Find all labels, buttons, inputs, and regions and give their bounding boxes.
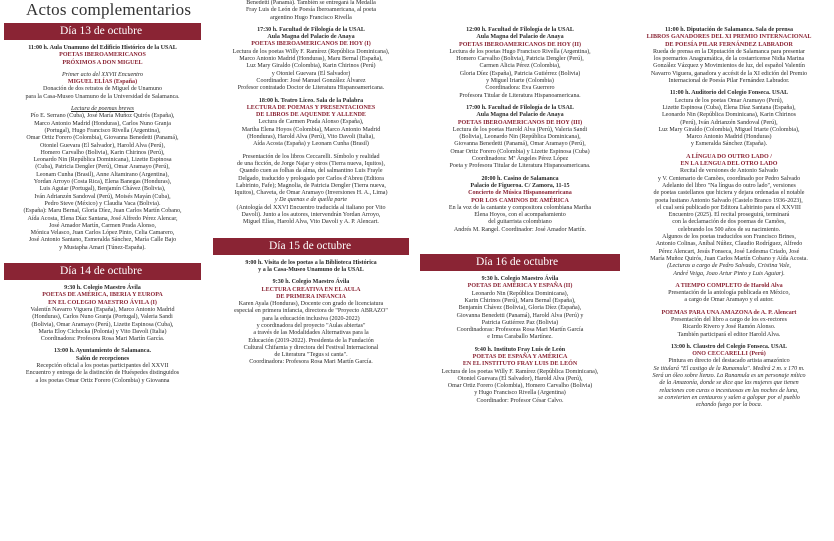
event-text: (Antología del XXVI Encuentro traducida al italiano por Vito — [236, 204, 386, 211]
event-text: a cargo de Omar Aramayo y el autor. — [684, 297, 774, 304]
event-text: Lectura de los poetas Omar Aramayo (Perú), — [674, 97, 784, 104]
event-text: Rueda de prensa en la Diputación de Salamanca para presentar — [653, 48, 805, 55]
event-text: André Veiga, Joao Artur Pinto y Luis Aguiar). — [673, 270, 785, 277]
event-text: y coordinadora del proyecto "Aulas abiertas" — [256, 322, 366, 329]
event-coordinator: Coordinador: Profesor César Calvo. — [476, 397, 564, 404]
column-1 — [4, 0, 201, 541]
event-text: Adelanto del libro "Na língua do outro lado", versiones — [662, 182, 796, 189]
event-text: relaciones con curas o incestuosas en las noches de luna, — [659, 387, 799, 394]
date-banner-oct-14: Día 14 de octubre — [4, 263, 201, 280]
event-time-place: 11:00 h. Diputación de Salamanca. Sala de prensa — [664, 27, 794, 33]
event-text: María Muñoz Quirós, Juan Carlos Martín Cobano y Aída Acosta. — [650, 255, 808, 262]
event-title: EN EL COLEGIO MAESTRO ÁVILA (I) — [48, 299, 157, 306]
event-text: Gloria Díez (España), Patricia Gutiérrez (Bolivia) — [459, 70, 581, 77]
event-text: Será un óleo sobre lienzo. La Runamula es un personaje mítico — [652, 373, 806, 380]
event-text: Navarro Viguera, ganadora y accésit de la XI edición del Premio — [650, 70, 808, 77]
event-text: de una ficción, de Jorge Najar y otros (Tierra nueva, Iquitos), — [237, 160, 385, 167]
event-text: Presentación de la antología publicada en México, — [668, 290, 790, 297]
event-text: Marco Antonio Madrid (Honduras) — [686, 134, 772, 141]
event-text: y Miguel Iriarte (Colombia) — [486, 78, 554, 85]
event-text: Luz Mary Giraldo (Colombia), Miguel Iriarte (Colombia), — [658, 126, 800, 133]
event-text: Leonardo Nin (República Dominicana), Karin Chirinos — [661, 112, 796, 119]
event-text: Luz Mary Giraldo (Colombia), Karin Chirinos (Perú) — [246, 63, 376, 70]
event-text: Giovanna Benedetti (Panamá), Omar Aramayo (Perú), — [454, 141, 586, 148]
section-title: Actos complementarios — [26, 0, 192, 19]
event-text: el cual será publicado por Editora Labirinto para el XXVIII — [657, 204, 801, 211]
event-time-place: 13:00 h. Ayuntamiento de Salamanca. — [54, 348, 151, 355]
event-text: Marta Eloy Cichocka (Polonia) y Vito Davoli (Italia) — [38, 328, 167, 335]
event-time-place: 11:00 h. Auditorio del Colegio Fonseca. USAL — [669, 90, 789, 97]
event-time-place: 9:40 h. Instituto Fray Luis de León — [474, 346, 566, 353]
event-text: Encuentro y entrega de la distinción de Huéspedes distinguidos — [25, 370, 180, 377]
event-text: de la Amazonía, donde se dice que las mujeres que tienen — [659, 380, 799, 387]
event-coordinator: Coordinadora: Eva Guerrero — [485, 85, 555, 92]
event-text: (Honduras), Harold Alva (Perú), Vito Davoli (Italia), — [247, 134, 375, 141]
event-text: Marco Antonio Madrid (Honduras), Maru Bernal (España), — [239, 56, 383, 63]
event-text: Pedro Steve (México) y Claudia Vaca (Bolivia). — [44, 200, 161, 207]
event-place: Palacio de Figueroa. C/ Zamora, 11-15 — [470, 182, 570, 189]
column-2 — [213, 0, 409, 541]
event-text: especial en primera infancia, directora de "Proyecto ABRAZO" — [234, 308, 388, 315]
event-title: POETAS DE AMÉRICA Y ESPAÑA (II) — [467, 283, 573, 290]
event-title: POETAS IBEROAMERICANOS DE HOY (I) — [251, 41, 371, 48]
event-text: (Portugal), Hugo Francisco Rivella (Argentina), — [44, 127, 161, 134]
event-coordinator: Coordinadoras: Profesoras Rosa Mari Martín García — [456, 327, 584, 334]
event-coordinator: Coordinadora: Mª Ángeles Pérez López — [471, 156, 569, 163]
event-title: LECTURA CREATIVA EN EL AULA — [261, 286, 361, 293]
event-text: Karin Chirinos (Perú), Maru Bernal (España), — [464, 297, 576, 304]
event-time-place: 17:00 h. Facultad de Filología de la USAL — [466, 104, 574, 111]
event-text: También participará el editor Harold Alva. — [677, 331, 781, 338]
event-text: Presentación de los libros Ceccarelli. Símbolo y realidad — [242, 153, 380, 160]
event-text: Benedetti (Panamá). También se entregará la Medalla — [246, 0, 376, 6]
event-text: En la voz de la cantante y compositora colombiana Martha — [448, 204, 592, 211]
event-text: Ricardo Rivero y José Ramón Alonso. — [682, 324, 776, 331]
event-text: (Lecturas a cargo de Pedro Salvado, Cristina Vale, — [667, 263, 791, 270]
event-text: Valentín Navarro Viguera (España), Marco Antonio Madrid — [30, 306, 175, 313]
date-banner-oct-13: Día 13 de octubre — [4, 23, 201, 40]
event-text: echando fuego por la boca. — [695, 402, 763, 409]
event-text: Antonio Colinas, Aníbal Núñez, Claudio Rodríguez, Alfredo — [655, 241, 803, 248]
event-text: Elena Hoyos, con el acompañamiento — [474, 212, 566, 219]
event-text: Pintura en directo del destacado artista amazónico — [668, 358, 790, 365]
event-text: Homero Carvalho (Bolivia), Patricia Dengler (Perú), — [456, 56, 584, 63]
event-text: Iván Adrianzén Sandoval (Perú), Moisés Mayán (Cuba), — [34, 193, 171, 200]
event-text: Lectura de Carmen Prada Alonso (España), — [258, 119, 364, 126]
event-text: Lizette Espinosa (Cuba), Elena Díaz Santana (España), — [662, 104, 796, 111]
event-text: Profesora Titular de Literatura Hispanoamericana. — [459, 92, 581, 99]
event-text: y Otoniel Guevara (El Salvador) — [271, 70, 351, 77]
event-title: POEMAS PARA UNA AMAZONA de A. P. Alencart — [661, 309, 797, 316]
event-text: para la Casa-Museo Unamuno de la Universidad de Salamanca. — [25, 93, 180, 100]
event-title: DE PRIMERA INFANCIA — [276, 293, 346, 300]
event-text: Aída Acosta (España) y Leonam Cunha (Brasil) — [253, 141, 369, 148]
event-text: y De quenas e de quella parte — [274, 197, 348, 204]
event-time-place: 13:00 h. Claustro del Colegio Fonseca. USAL — [670, 343, 788, 350]
event-title: EN LA LENGUA DEL OTRO LADO — [680, 161, 778, 168]
event-title: DE POESÍA PILAR FERNÁNDEZ LABRADOR — [665, 41, 793, 48]
event-title: POETAS IBEROAMERICANOS DE HOY (III) — [457, 119, 583, 126]
event-text: e Irma Caraballo Martínez. — [487, 334, 553, 341]
event-text: Benjamín Chávez (Bolivia), Gloria Díez (España), — [458, 305, 582, 312]
event-text: Homero Carvalho (Bolivia), Karin Chirinos (Perú), — [40, 149, 165, 156]
event-time-place: 9:30 h. Colegio Maestro Ávila — [272, 279, 350, 286]
event-text: Omar Ortiz Forero (Colombia), Homero Carvalho (Bolivia) — [447, 383, 593, 390]
event-title: POETAS DE ESPAÑA Y AMÉRICA — [472, 353, 568, 360]
event-text: Recepción oficial a los poetas participantes del XXVII — [36, 362, 169, 369]
event-text: José Antonio Santano, Esmeralda Sánchez, María Calle Bajo — [28, 237, 177, 244]
event-text: Luis Aguiar (Portugal), Benjamín Chávez (Bolivia), — [39, 186, 166, 193]
event-text: Encuentro (2025). El recital proseguirá, terminará — [668, 212, 790, 219]
event-text: (Honduras), Carlos Nuno Granja (Portugal), Valeria Sandi — [32, 314, 173, 321]
event-title: ONO CECCARELLI (Perú) — [692, 351, 766, 358]
event-text: a los poetas Omar Ortiz Forero (Colombia) y Giovanna — [35, 377, 170, 384]
event-text: de Literatura "Tegus si canta". — [274, 352, 348, 359]
event-title: A TIEMPO COMPLETO de Harold Alva — [675, 282, 783, 289]
event-title: LECTURA DE POEMAS Y PRESENTACIONES — [246, 104, 376, 111]
event-title: LIBROS GANADORES DEL XI PREMIO INTERNACIONAL — [646, 34, 812, 41]
column-3 — [420, 0, 620, 541]
event-text: Leonardo Nin (República Dominicana), — [471, 290, 569, 297]
event-subtitle: Primer acto del XXVII Encuentro — [61, 71, 144, 78]
event-text: y V. Centenario de Camões, coordinado por Pedro Salvado — [657, 175, 801, 182]
event-speaker: MIGUEL ELÍAS (España) — [67, 79, 138, 86]
event-text: y Hugo Francisco Rivella (Argentina) — [474, 390, 566, 397]
event-text: Algunos de los poetas traducidos son Francisco Brines, — [662, 234, 796, 241]
event-text: Karen Ayala (Honduras), Docente con grado de licenciatura — [238, 301, 384, 308]
event-text: Iquitos), Chaveta, de Omar Aramayo (Inversiones H. A., Lima) — [234, 190, 388, 197]
event-coordinator: Coordinadora: Profesora Rosa Mari Martín García. — [249, 359, 373, 366]
event-text: Presentación del libro a cargo de los ex-rectores — [671, 316, 787, 323]
event-text: Marco Antonio Madrid (Honduras), Carlos Nuno Granja — [34, 120, 171, 127]
date-banner-oct-15: Día 15 de octubre — [213, 238, 409, 255]
event-text: Internacional de Poesía Pilar Fernández Labrador. — [668, 78, 790, 85]
event-title: PRÓXIMOS A DON MIGUEL — [62, 59, 143, 66]
event-text: (Cuba), Patricia Dengler (Perú), Omar Aramayo (Perú), — [35, 164, 170, 171]
event-time-place: 20:00 h. Casino de Salamanca — [481, 175, 559, 182]
event-title: DE LIBROS DE AQUENDE Y ALLENDE — [256, 112, 366, 119]
event-text: y Esmeralda Sánchez (España). — [690, 141, 768, 148]
event-text: Profesor contratado Doctor de Literatura Hispanoamericana. — [237, 85, 385, 92]
event-text: Lectura de los poetas Hugo Francisco Rivella (Argentina), — [449, 48, 591, 55]
event-text: Recital de versiones de Antonio Salvado — [680, 168, 778, 175]
event-time-place: 17:30 h. Facultad de Filología de la USAL — [257, 26, 365, 33]
event-text: y Mustapha Amari (Túnez-España). — [59, 244, 146, 251]
event-title: POETAS IBEROAMERICANOS — [59, 52, 146, 59]
event-subtitle: Lectura de poemas breves — [70, 106, 135, 113]
event-text: poeta lusitano Antonio Salvado (Castelo Branco 1936-2023), — [655, 197, 803, 204]
event-text: Omar Ortiz Forero (Colombia) y Lizette Espinosa (Cuba) — [450, 148, 590, 155]
event-text: (España): Maru Bernal, Gloria Díez, Juan Carlos Martín Cobano, — [23, 208, 182, 215]
event-text: González Vázquez y Movimientos de luz, del español Valentín — [653, 63, 805, 70]
event-text: Delgado, traducido y prologado por Carlos d'Abreu (Editora — [238, 175, 384, 182]
event-text: Otoniel Guevara (El Salvador), Harold Alva (Perú), — [457, 375, 583, 382]
event-time-place: 18:00 h. Teatro Liceo. Sala de la Palabra — [258, 97, 364, 104]
event-time-place: 9:00 h. Visita de los poetas a la Biblioteca Histórica — [245, 259, 377, 266]
event-text: con la declamación de dos poemas de Camões, — [672, 219, 786, 226]
event-time-place: 9:30 h. Colegio Maestro Ávila — [64, 285, 141, 292]
event-text: (Bolivia), Leonardo Nin (República Dominicana), — [459, 134, 581, 141]
event-text: Lectura de los poetas Harold Alva (Perú), Valeria Sandi — [452, 126, 588, 133]
event-text: Otoniel Guevara (El Salvador), Harold Alva (Perú), — [40, 142, 165, 149]
event-text: Aída Acosta, Elena Díaz Santana, José Alfredo Pérez Alencar, — [27, 215, 178, 222]
event-text: Fray Luis de León de Poesía Iberoamericana, al poeta — [245, 7, 377, 14]
event-coordinator: Andrés M. Rangel. Coordinador: José Amador Martín. — [453, 226, 587, 233]
event-text: Leonardo Nin (República Dominicana), Lizette Espinosa — [33, 157, 172, 164]
event-text: Leonam Cunha (Brasil), Anne Altamirano (Argentina), — [36, 171, 169, 178]
event-title: A LÍNGUA DO OUTRO LADO / — [686, 153, 772, 160]
event-text: argentino Hugo Francisco Rivella — [270, 14, 352, 21]
event-text: Quando cuen as folhas da alma, del salmantino Luis Frayle — [239, 168, 383, 175]
event-text: Poeta y Profesora Titular de Literatura Hispanoamericana. — [449, 163, 591, 170]
column-4 — [628, 0, 830, 541]
event-text: Omar Ortiz Forero (Colombia), Giovanna Benedetti (Panamá), — [26, 135, 179, 142]
event-text: Labirinto, Fafe); Magnolia, de Patricia Dengler (Tierra nueva, — [236, 182, 386, 189]
event-text: Cultural Chifarnia y directora del Festival Internacional — [243, 344, 379, 351]
event-place: Salón de recepciones — [75, 355, 130, 362]
event-text: celebrando los 500 años de su nacimiento. — [677, 226, 781, 233]
event-time-place: 9:30 h. Colegio Maestro Ávila — [481, 276, 559, 283]
event-text: para la educación inclusiva (2020-2022) — [262, 315, 360, 322]
event-coordinator: Coordinador: José Manuel González Álvarez — [256, 77, 366, 84]
event-text: Yordan Arroyo (Costa Rica), Elena Banegas (Honduras), — [33, 179, 172, 186]
event-text: Giovanna Benedetti (Panamá), Harold Alva (Perú) y — [456, 312, 584, 319]
event-text: Lectura de los poetas Willy F. Ramírez (República Dominicana), — [441, 368, 599, 375]
event-place: Aula Magna del Palacio de Anaya — [267, 34, 355, 41]
event-text: (Perú), Iván Adrianzén Sandoval (Perú), — [680, 119, 778, 126]
event-text: José Amador Martín, Carmen Prada Alonso, — [49, 222, 156, 229]
event-time-place: 11:00 h. Aula Unamuno del Edificio Histórico de la USAL — [28, 45, 177, 51]
event-text: Patricia Gutiérrez Paz (Bolivia) — [481, 319, 559, 326]
event-text: Martha Elena Hoyos (Colombia), Marco Antonio Madrid — [241, 126, 381, 133]
event-text: (Bolivia), Omar Aramayo (Perú), Lizette Espinosa (Cuba), — [31, 321, 174, 328]
event-title: EN EL INSTITUTO FRAY LUIS DE LEÓN — [462, 361, 578, 368]
event-text: Educación (2019-2022). Presidenta de la Fundación — [248, 337, 374, 344]
event-coordinator: Coordinadora: Profesora Rosa Mari Martín García. — [40, 336, 165, 343]
event-text: a través de las Modalidades Alternativas para la — [253, 330, 369, 337]
event-time-place: 12:00 h. Facultad de Filología de la USAL — [466, 27, 574, 33]
event-text: de poetas castellanos que hiciera y dejara ordenadas el notable — [653, 190, 805, 197]
event-text: Donación de dos retratos de Miguel de Unamuno — [42, 86, 163, 93]
event-title: Concierto de Música Hispanoamericana — [468, 190, 572, 197]
event-text: se convierten en centauros y salen a galopar por el pueblo — [658, 394, 800, 401]
event-text: Miguel Elías, Harold Alva, Vito Davoli y A. P. Alencart. — [243, 219, 379, 226]
event-title: POETAS DE AMÉRICA, IBERIA Y EUROPA — [42, 292, 163, 299]
event-title: POETAS IBEROAMERICANOS DE HOY (II) — [459, 41, 581, 48]
event-text: Pérez Alencart, Jesús Fonseca, José Ledesma Criado, José — [658, 248, 800, 255]
event-text: Mónica Velasco, Juan Carlos López Pinto, Celia Camarero, — [30, 230, 175, 237]
event-place: y a la Casa-Museo Unamuno de la USAL — [258, 266, 364, 273]
event-title: POR LOS CAMINOS DE AMÉRICA — [471, 197, 569, 204]
event-text: del guitarrista colombiano — [488, 219, 552, 226]
event-text: Pío E. Serrano (Cuba), José María Muñoz Quirós (España), — [30, 113, 175, 120]
event-text: Davoli). Junto a los autores, intervendrán Yordan Arroyo, — [241, 212, 381, 219]
event-text: los poemarios Anagramática, de la costarricense Nidia Marina — [653, 56, 805, 63]
event-text: Lectura de los poetas Willy F. Ramírez (República Dominicana), — [232, 48, 390, 55]
event-text: Carmen Alicia Pérez (Colombia), — [479, 63, 561, 70]
event-text: Se titulará "El castigo de la Runamula". Medirá 2 m. x 170 m. — [653, 365, 805, 372]
event-place: Aula Magna del Palacio de Anaya — [476, 112, 564, 119]
event-place: Aula Magna del Palacio de Anaya — [476, 34, 564, 41]
date-banner-oct-16: Día 16 de octubre — [420, 254, 620, 271]
